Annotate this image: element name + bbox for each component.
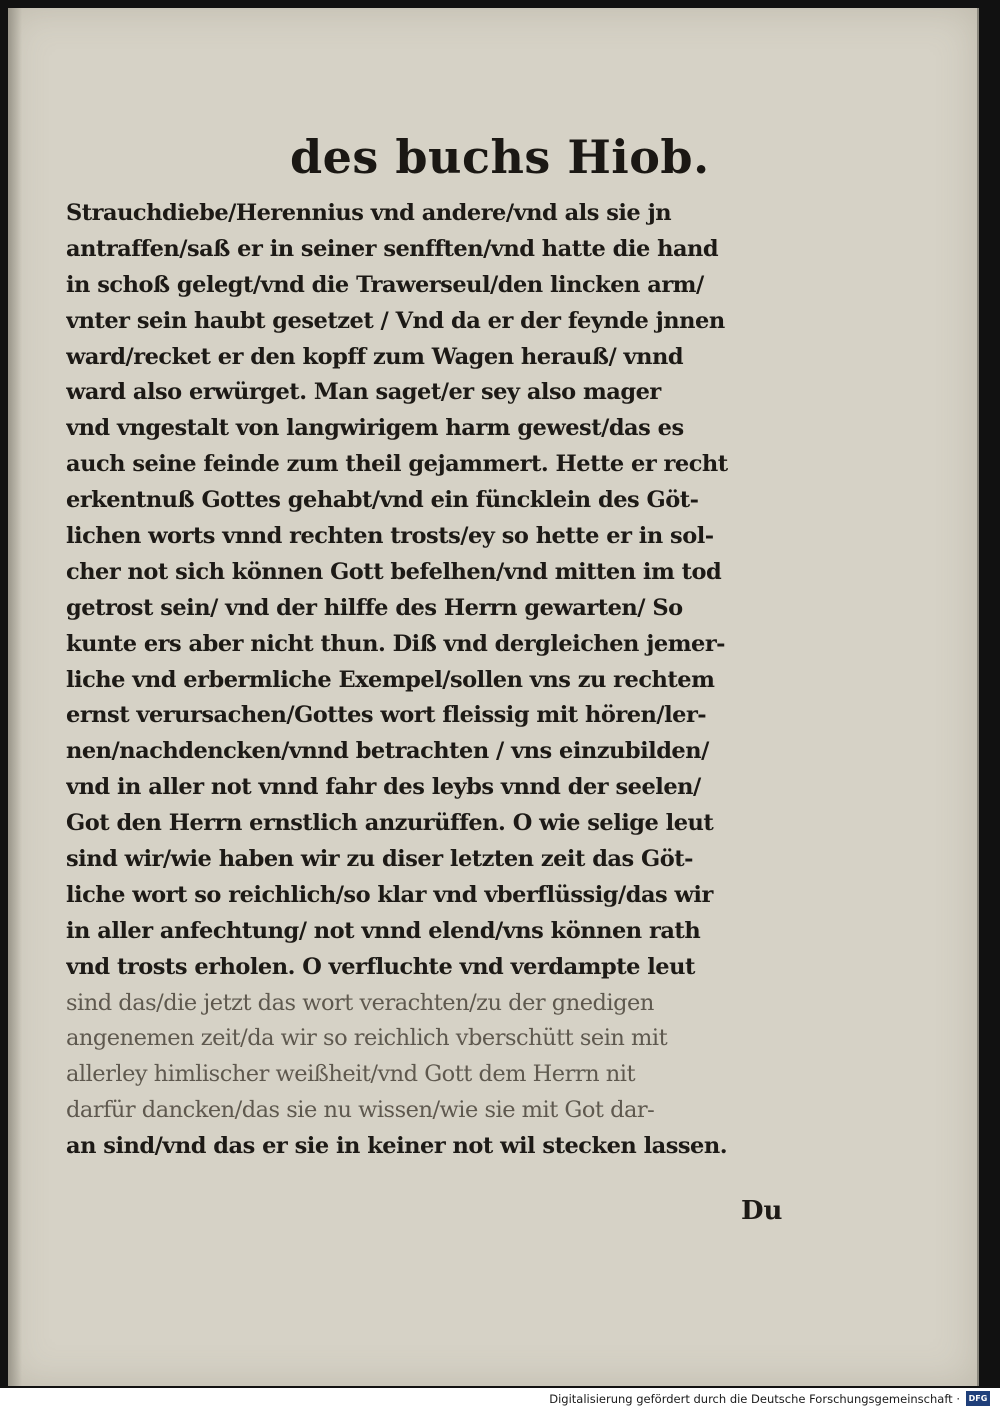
text-line: darfür dancken/das sie nu wissen/wie sie mit Got dar- — [66, 1097, 655, 1124]
text-line: ward/recket er den kopff zum Wagen herauß/ vnnd — [66, 343, 684, 370]
text-line: kunte ers aber nicht thun. Diß vnd dergleichen jemer- — [66, 630, 726, 657]
footer-bar — [0, 1388, 1000, 1411]
catchword: Du — [741, 1196, 783, 1226]
text-line: sind wir/wie haben wir zu diser letzten zeit das Göt- — [66, 846, 693, 873]
text-line: cher not sich können Gott befelhen/vnd mitten im tod — [66, 558, 722, 585]
text-line: liche wort so reichlich/so klar vnd vberflüssig/das wir — [66, 881, 713, 908]
dfg-logo-icon: DFG — [966, 1391, 990, 1406]
text-line: antraffen/saß er in seiner senfften/vnd hatte die hand — [66, 235, 719, 262]
text-line: vnd trosts erholen. O verfluchte vnd verdampte leut — [66, 953, 695, 980]
text-line: an sind/vnd das er sie in keiner not wil stecken lassen. — [66, 1133, 728, 1160]
text-line: auch seine feinde zum theil gejammert. Hette er recht — [66, 451, 728, 478]
text-line: lichen worts vnnd rechten trosts/ey so hette er in sol- — [66, 523, 714, 550]
text-line: allerley himlischer weißheit/vnd Gott dem Herrn nit — [66, 1061, 635, 1088]
text-line: Got den Herrn ernstlich anzurüffen. O wie selige leut — [66, 810, 714, 837]
text-line: ernst verursachen/Gottes wort fleissig mit hören/ler- — [66, 702, 707, 729]
body-text — [66, 196, 796, 1165]
text-line: Strauchdiebe/Herennius vnd andere/vnd als sie jn — [66, 200, 672, 226]
book-page — [8, 8, 979, 1386]
text-line: erkentnuß Gottes gehabt/vnd ein füncklein des Göt- — [66, 487, 699, 514]
text-line: angenemen zeit/da wir so reichlich vberschütt sein mit — [66, 1025, 668, 1052]
text-line: in schoß gelegt/vnd die Trawerseul/den lincken arm/ — [66, 271, 704, 298]
text-line: vnd vngestalt von langwirigem harm gewest/das es — [66, 415, 684, 442]
text-line: getrost sein/ vnd der hilffe des Herrn gewarten/ So — [66, 594, 683, 621]
footer-credit: Digitalisierung gefördert durch die Deutsche Forschungsgemeinschaft · — [549, 1392, 960, 1406]
text-line: liche vnd erbermliche Exempel/sollen vns zu rechtem — [66, 666, 715, 693]
text-line: vnter sein haubt gesetzet / Vnd da er der feynde jnnen — [66, 307, 725, 334]
text-line: ward also erwürget. Man saget/er sey also mager — [66, 379, 661, 406]
text-line: nen/nachdencken/vnnd betrachten / vns einzubilden/ — [66, 738, 709, 765]
text-line: vnd in aller not vnnd fahr des leybs vnnd der seelen/ — [66, 774, 701, 801]
text-line: in aller anfechtung/ not vnnd elend/vns können rath — [66, 917, 701, 944]
page-header: des buchs Hiob. — [290, 130, 710, 184]
text-line: sind das/die jetzt das wort verachten/zu der gnedigen — [66, 989, 654, 1016]
